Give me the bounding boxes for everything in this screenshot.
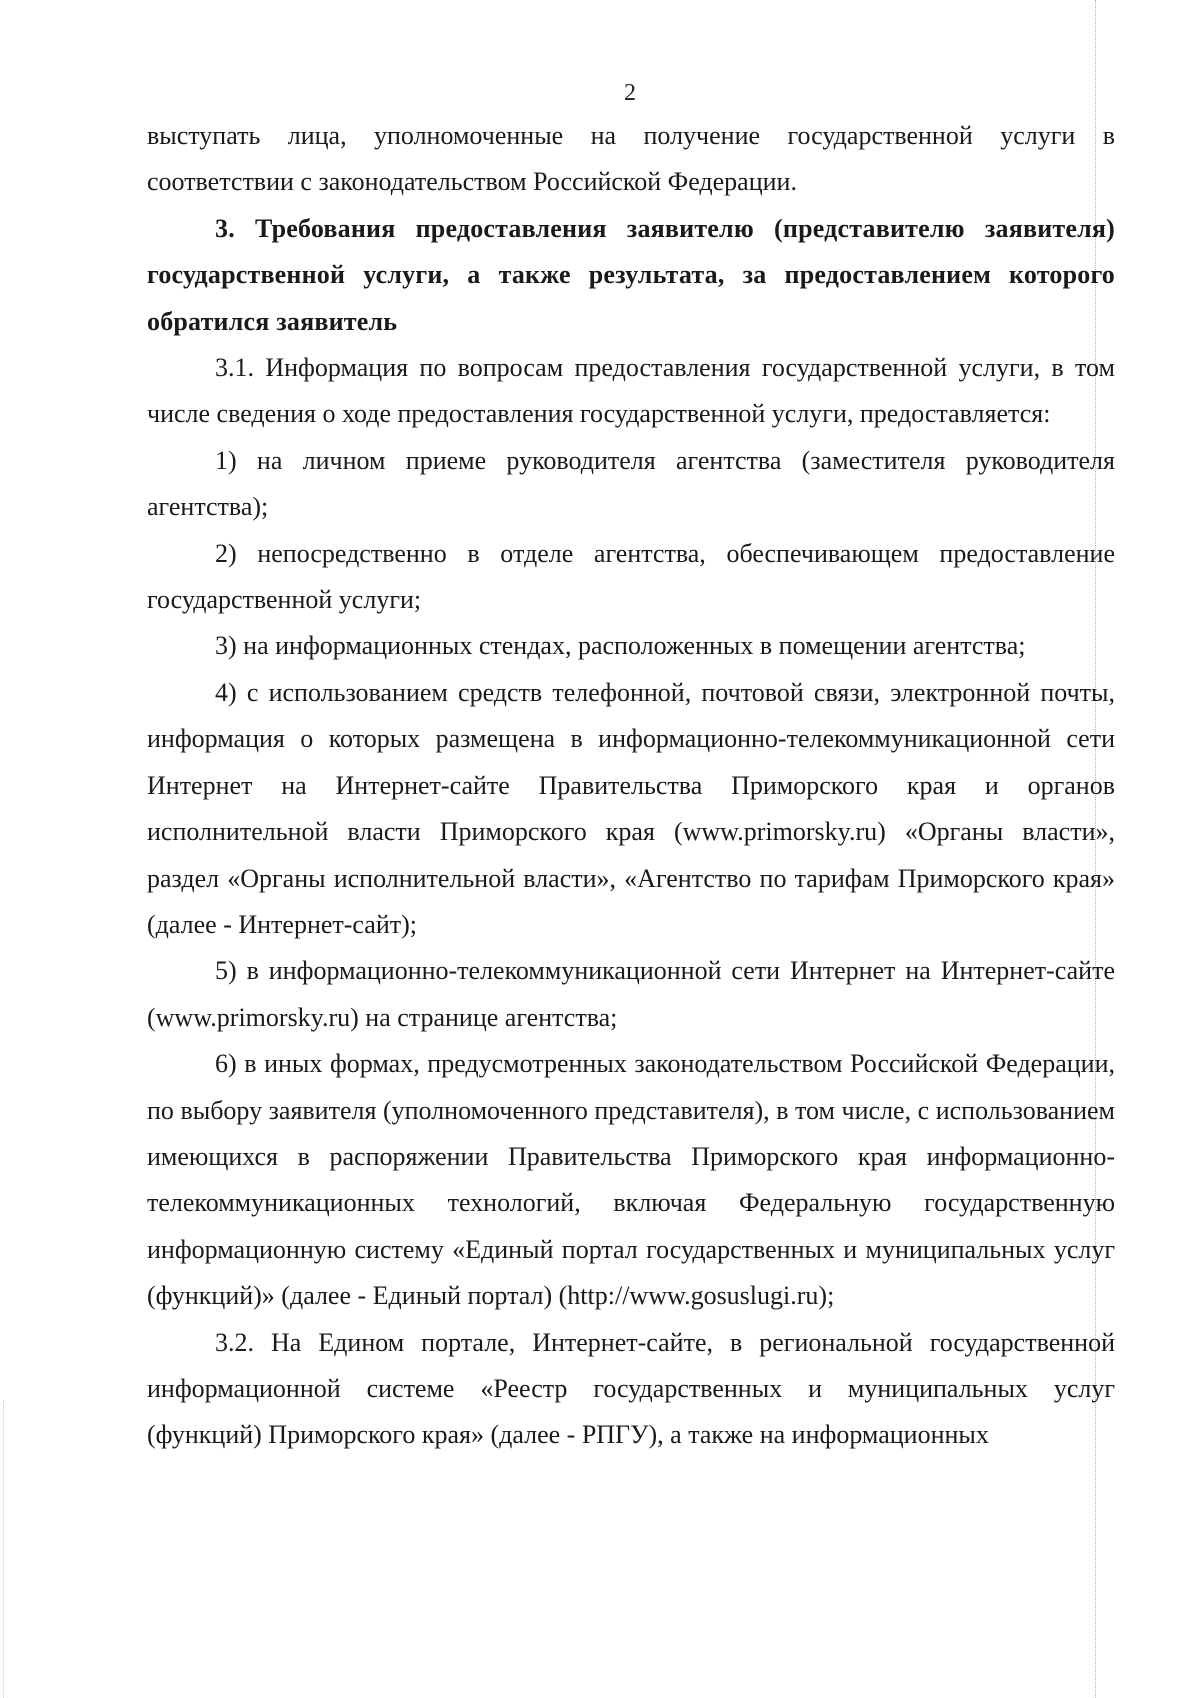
list-item-4: 4) с использованием средств телефонной, почтовой связи, электронной почты, информация о которых размещена в информационно-телекоммуникационной сети Интернет на Интернет-сайте Правительства Приморского края и органов исполнительной власти Приморского края (www.primorsky.ru) «Органы власти», раздел «Органы исполнительной власти», «Агентство по тарифам Приморского края» (далее - Интернет-сайт);	[147, 677, 1115, 939]
list-item-3: 3) на информационных стендах, расположенных в помещении агентства;	[215, 631, 1026, 661]
document-body	[147, 113, 1115, 1459]
paragraph-3-2: 3.2. На Едином портале, Интернет-сайте, в региональной государственной информационной системе «Реестр государственных и муниципальных услуг (функций) Приморского края» (далее - РПГУ), а также на информационных	[147, 1327, 1115, 1450]
page-number: 2	[624, 80, 636, 106]
list-item-6: 6) в иных формах, предусмотренных законодательством Российской Федерации, по выбору заявителя (уполномоченного представителя), в том числе, с использованием имеющихся в распоряжении Правительства Приморского края информационно-телекоммуникационных технологий, включая Федеральную государственную информационную систему «Единый портал государственных и муниципальных услуг (функций)» (далее - Единый портал) (http://www.gosuslugi.ru);	[147, 1049, 1115, 1311]
scan-edge-line	[3, 1400, 5, 1698]
paragraph-3-1: 3.1. Информация по вопросам предоставления государственной услуги, в том числе сведения о ходе предоставления государственной услуги, предоставляется:	[147, 353, 1115, 429]
section-heading-3: 3. Требования предоставления заявителю (представителю заявителя) государственной услуги, а также результата, за предоставлением которого обратился заявитель	[147, 213, 1115, 336]
list-item-2: 2) непосредственно в отделе агентства, обеспечивающем предоставление государственной услуги;	[147, 538, 1115, 615]
list-item-5: 5) в информационно-телекоммуникационной сети Интернет на Интернет-сайте (www.primorsky.ru) на странице агентства;	[147, 956, 1115, 1032]
list-item-1: 1) на личном приеме руководителя агентства (заместителя руководителя агентства);	[147, 445, 1115, 522]
paragraph-continuation: выступать лица, уполномоченные на получение государственной услуги в соответствии с законодательством Российской Федерации.	[147, 121, 1115, 197]
